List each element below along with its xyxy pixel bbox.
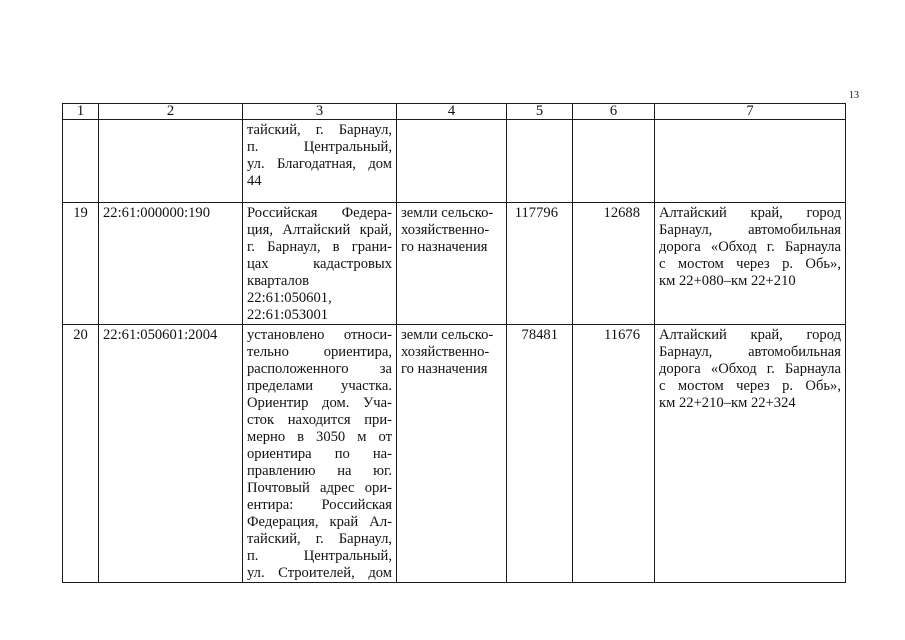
address-line: сток находится при-: [247, 412, 392, 428]
cadastral-number: 22:61:050601:2004: [99, 325, 243, 583]
address-line: тельно ориентира,: [247, 344, 392, 360]
address-line: ция, Алтайский край,: [247, 222, 392, 238]
location-line: км 22+210–км 22+324: [659, 395, 796, 411]
location-line: Барнаул, автомобильная: [659, 344, 841, 360]
location-line: дорога «Обход г. Барнаула: [659, 361, 841, 377]
land-category: [397, 325, 507, 583]
table-row: [63, 325, 846, 583]
location-line: Барнаул, автомобильная: [659, 222, 841, 238]
location-cell: [655, 203, 846, 325]
location-cell: [655, 120, 846, 203]
location-line: дорога «Обход г. Барнаула: [659, 239, 841, 255]
category-line: хозяйственно-: [401, 344, 490, 360]
address-line: п. Центральный,: [247, 139, 392, 155]
col6-value: 12688: [573, 203, 655, 325]
col6-value: [573, 120, 655, 203]
category-line: хозяйственно-: [401, 222, 490, 238]
cadastral-number: [99, 120, 243, 203]
column-header: 3: [243, 104, 397, 120]
address-line: правлению на юг.: [247, 463, 392, 479]
category-line: земли сельско-: [401, 205, 494, 221]
table-row: [63, 120, 846, 203]
address-line: Ориентир дом. Уча-: [247, 395, 392, 411]
location-line: км 22+080–км 22+210: [659, 273, 796, 289]
location-cell: [655, 325, 846, 583]
address-line: расположенного за: [247, 361, 392, 377]
column-header: 1: [63, 104, 99, 120]
address-line: ентира: Российская: [247, 497, 392, 513]
address-line: установлено относи-: [247, 327, 392, 343]
address-line: кварталов: [247, 273, 310, 289]
column-header: 5: [507, 104, 573, 120]
row-number: 19: [63, 203, 99, 325]
row-number: [63, 120, 99, 203]
address-line: цах кадастровых: [247, 256, 392, 272]
address-line: ориентира по на-: [247, 446, 392, 462]
location-line: Алтайский край, город: [659, 205, 841, 221]
page-number: 13: [849, 90, 859, 101]
address-cell: [243, 120, 397, 203]
location-line: с мостом через р. Обь»,: [659, 256, 841, 272]
category-line: земли сельско-: [401, 327, 494, 343]
address-line: 22:61:053001: [247, 307, 329, 323]
column-header: 7: [655, 104, 846, 120]
column-header: 2: [99, 104, 243, 120]
address-line: Российская Федера-: [247, 205, 392, 221]
address-line: Федерация, край Ал-: [247, 514, 392, 530]
area-value: [507, 120, 573, 203]
address-line: 44: [247, 173, 262, 189]
address-line: г. Барнаул, в грани-: [247, 239, 392, 255]
column-header: 6: [573, 104, 655, 120]
land-category: [397, 120, 507, 203]
category-line: го назначения: [401, 361, 488, 377]
address-line: мерно в 3050 м от: [247, 429, 392, 445]
column-header: 4: [397, 104, 507, 120]
table-header-row: [63, 104, 846, 120]
address-line: Почтовый адрес ори-: [247, 480, 392, 496]
land-plots-table: [62, 103, 846, 583]
cadastral-number: 22:61:000000:190: [99, 203, 243, 325]
location-line: Алтайский край, город: [659, 327, 841, 343]
address-line: ул. Строителей, дом: [247, 565, 392, 581]
address-cell: [243, 203, 397, 325]
col6-value: 11676: [573, 325, 655, 583]
address-line: ул. Благодатная, дом: [247, 156, 392, 172]
category-line: го назначения: [401, 239, 488, 255]
area-value: 78481: [507, 325, 573, 583]
address-line: 22:61:050601,: [247, 290, 332, 306]
table-row: [63, 203, 846, 325]
address-line: п. Центральный,: [247, 548, 392, 564]
address-line: тайский, г. Барнаул,: [247, 122, 392, 138]
row-number: 20: [63, 325, 99, 583]
address-cell: [243, 325, 397, 583]
area-value: 117796: [507, 203, 573, 325]
address-line: тайский, г. Барнаул,: [247, 531, 392, 547]
land-category: [397, 203, 507, 325]
address-line: пределами участка.: [247, 378, 392, 394]
location-line: с мостом через р. Обь»,: [659, 378, 841, 394]
